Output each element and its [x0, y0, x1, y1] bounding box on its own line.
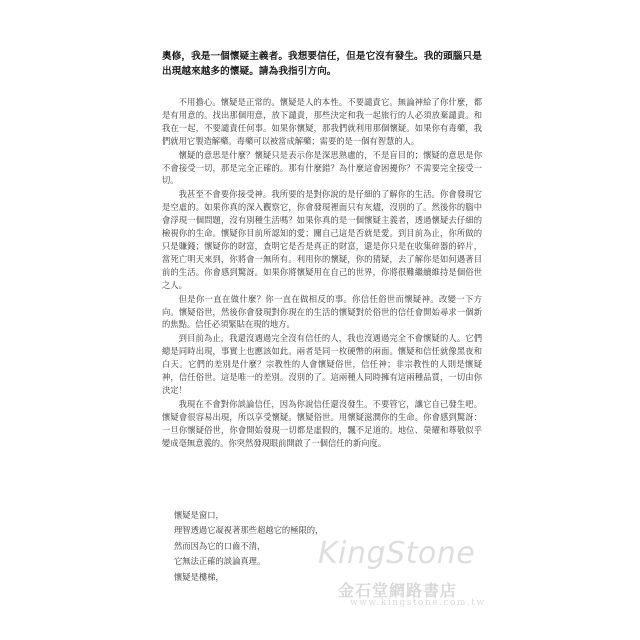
paragraph: 但是你一直在做什麼？你一直在做相反的事。你信任俗世而懷疑神。改變一下方向。懷疑俗世，然後你會發現對你現在的生活的懷疑對於俗世的信任會開始尋求一個新的焦點。信任必須緊貼在現的地方。 — [162, 293, 482, 330]
paragraph: 我甚至不會要你接受神。我所要的是對你說的是仔細的了解你的生活。你會發現它是空虛的。如果你真的深入觀察它，你會發現裡面只有灰燼，沒別的了。然後你的腦中會浮現一個問題，沒有別種生活嗎？如果你真的是一個懷疑主義者，透過懷疑去仔細的檢視你的生命。懷疑你目前所認知的愛；關自己這是否就是愛。到目前為止，你所做的只是賺錢；懷疑你的財富，查明它是否是真正的財富，還是你只是在收集碎器的碎片，當死亡明天來到，你將會一無所有。利用你的懷疑，你的猜疑，去了解你是如何遇著目前的生活。你會感到驚訝。如果你將懷疑用在自己的世界，你將很難繼續維持是個俗世之人。 — [162, 189, 482, 290]
poem-line: 懷疑是窗口， — [174, 510, 224, 520]
poem-block — [174, 508, 474, 585]
watermark-brand: KingStone — [318, 536, 476, 571]
poem-line: 然而因為它的口齒不清， — [174, 540, 266, 551]
answer-body — [162, 96, 482, 450]
watermark-chinese-name: 金石堂網路書店 — [338, 581, 458, 600]
paragraph: 懷疑的意思是什麼？懷疑只是表示你是深思熟慮的，不是盲目的；懷疑的意思是你不會接受一切，那是完全正確的。那有什麼錯？為什麼這會困擾你？不需要完全接受一切。 — [162, 149, 482, 186]
question-heading: 奧修，我是一個懷疑主義者。我想要信任，但是它沒有發生。我的頭腦只是出現越來越多的懷疑。請為我指引方向。 — [162, 51, 482, 77]
watermark-url: www.kingstone.com.tw — [350, 598, 486, 608]
paragraph: 不用擔心。懷疑是正常的。懷疑是人的本性。不要譴責它。無論神給了你什麼，都是有用意的。找出那個用意，放下譴責，那些決定和我一起旅行的人必須放棄譴責。和我在一起，不要譴責任何事。如果你懷疑，那我們就利用那個懷疑。如果你有毒藥，我們就用它製造解藥。毒藥可以被當成解藥；需要的是一個有智慧的人。 — [162, 97, 482, 146]
paragraph: 我現在不會對你談論信任，因為你說信任還沒發生。不要管它，讓它自己發生吧。懷疑會很容易出現，所以享受懷疑。懷疑俗世。用懷疑滋潤你的生命。你會感到驚訝：一旦你懷疑俗世，你會開始發現一切都是虛假的，飄不足道的。地位、榮耀和尊敬似乎變成毫無意義的。你突然發現眼前開啟了一個信任的新向度。 — [162, 398, 482, 448]
poem-line: 懷疑是樓梯， — [174, 571, 224, 582]
poem-line: 它無法正確的談論真理。 — [174, 556, 266, 567]
poem-line: 理智透過它凝視著那些超越它的極限的， — [174, 525, 324, 536]
paragraph: 到目前為止，我還沒遇過完全沒有信任的人，我也沒遇過完全不會懷疑的人。它們總是同時出現，事實上也應該如此。兩者是同一枚硬幣的兩面。懷疑和信任就像黑夜和白天。它們的差別是什麼？宗教性的人會懷疑俗世，信任神；非宗教性的人則是懷疑神，信任俗世。這是唯一的差別。沒別的了。這兩種人同時擁有這兩種品質，一切由你決定！ — [162, 333, 482, 395]
